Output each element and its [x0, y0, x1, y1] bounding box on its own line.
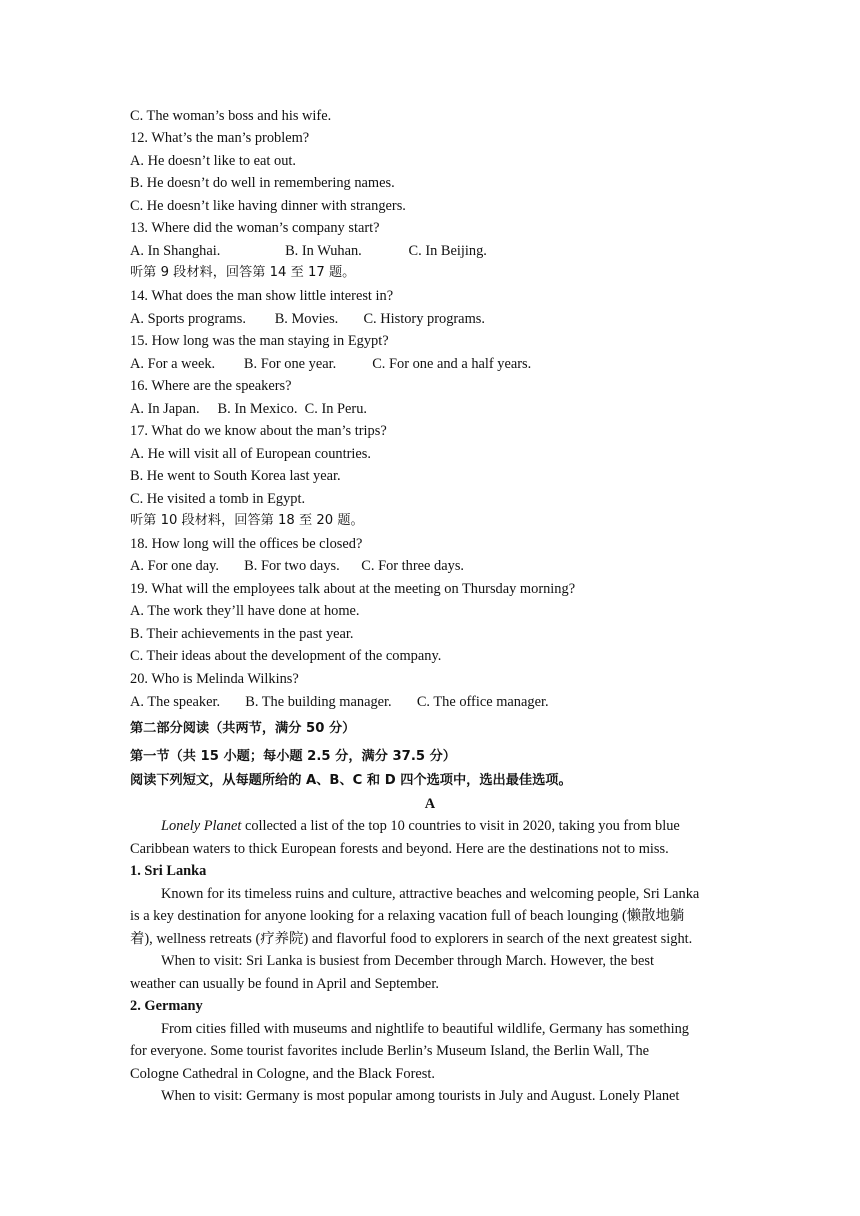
options-18: A. For one day. B. For two days. C. For three days.	[130, 558, 465, 574]
option-line: B. Their achievements in the past year.	[130, 626, 354, 642]
paragraph-line: When to visit: Sri Lanka is busiest from December through March. However, the best	[161, 953, 654, 969]
paragraph-line: 着), wellness retreats (疗养院) and flavorful food to explorers in search of the next greatest sight.	[130, 931, 693, 947]
options-15: A. For a week. B. For one year. C. For one and a half years.	[130, 356, 532, 372]
paragraph-line: weather can usually be found in April and September.	[130, 976, 439, 992]
question-20: 20. Who is Melinda Wilkins?	[130, 671, 299, 687]
question-13: 13. Where did the woman’s company start?	[130, 220, 380, 236]
magazine-name: Lonely Planet	[161, 818, 242, 834]
intro-text: collected a list of the top 10 countries to visit in 2020, taking you from blue	[241, 818, 680, 834]
question-15: 15. How long was the man staying in Egypt?	[130, 333, 389, 349]
reading-instruction: 阅读下列短文，从每题所给的 A、B、C 和 D 四个选项中，选出最佳选项。	[130, 773, 572, 788]
paragraph-line: When to visit: Germany is most popular among tourists in July and August. Lonely Planet	[161, 1088, 680, 1104]
paragraph-line: Known for its timeless ruins and culture, attractive beaches and welcoming people, Sri Lanka	[161, 886, 700, 902]
option-line: B. He doesn’t do well in remembering names.	[130, 175, 395, 191]
option-line: A. He doesn’t like to eat out.	[130, 153, 296, 169]
option-line: C. The woman’s boss and his wife.	[130, 108, 332, 124]
heading-germany: 2. Germany	[130, 998, 203, 1014]
paragraph-line: Cologne Cathedral in Cologne, and the Black Forest.	[130, 1066, 435, 1082]
paragraph-line: is a key destination for anyone looking for a relaxing vacation full of beach lounging (懒散地躺	[130, 908, 685, 924]
question-18: 18. How long will the offices be closed?	[130, 536, 363, 552]
option-line: A. The work they’ll have done at home.	[130, 603, 360, 619]
subsection-title: 第一节（共 15 小题；每小题 2.5 分，满分 37.5 分）	[130, 749, 456, 764]
option-line: C. He visited a tomb in Egypt.	[130, 491, 306, 507]
listening-instruction-10: 听第 10 段材料，回答第 18 至 20 题。	[130, 513, 364, 528]
options-20: A. The speaker. B. The building manager. C. The office manager.	[130, 694, 549, 710]
options-14: A. Sports programs. B. Movies. C. History programs.	[130, 311, 485, 327]
intro-line-2: Caribbean waters to thick European forests and beyond. Here are the destinations not to miss.	[130, 841, 669, 857]
option-line: B. He went to South Korea last year.	[130, 468, 341, 484]
passage-label: A	[424, 796, 436, 812]
question-12: 12. What’s the man’s problem?	[130, 130, 310, 146]
question-16: 16. Where are the speakers?	[130, 378, 292, 394]
listening-instruction-9: 听第 9 段材料，回答第 14 至 17 题。	[130, 265, 356, 280]
intro-line-1	[161, 817, 680, 835]
options-16: A. In Japan. B. In Mexico. C. In Peru.	[130, 401, 368, 417]
heading-sri-lanka: 1. Sri Lanka	[130, 863, 207, 879]
question-19: 19. What will the employees talk about at the meeting on Thursday morning?	[130, 581, 576, 597]
question-17: 17. What do we know about the man’s trips?	[130, 423, 387, 439]
option-line: A. He will visit all of European countries.	[130, 446, 371, 462]
paragraph-line: for everyone. Some tourist favorites include Berlin’s Museum Island, the Berlin Wall, The	[130, 1043, 650, 1059]
options-13: A. In Shanghai. B. In Wuhan. C. In Beijing.	[130, 243, 487, 259]
option-line: C. Their ideas about the development of the company.	[130, 648, 442, 664]
section-title: 第二部分阅读（共两节，满分 50 分）	[130, 721, 356, 736]
question-14: 14. What does the man show little interest in?	[130, 288, 394, 304]
paragraph-line: From cities filled with museums and nightlife to beautiful wildlife, Germany has something	[161, 1021, 689, 1037]
option-line: C. He doesn’t like having dinner with strangers.	[130, 198, 406, 214]
